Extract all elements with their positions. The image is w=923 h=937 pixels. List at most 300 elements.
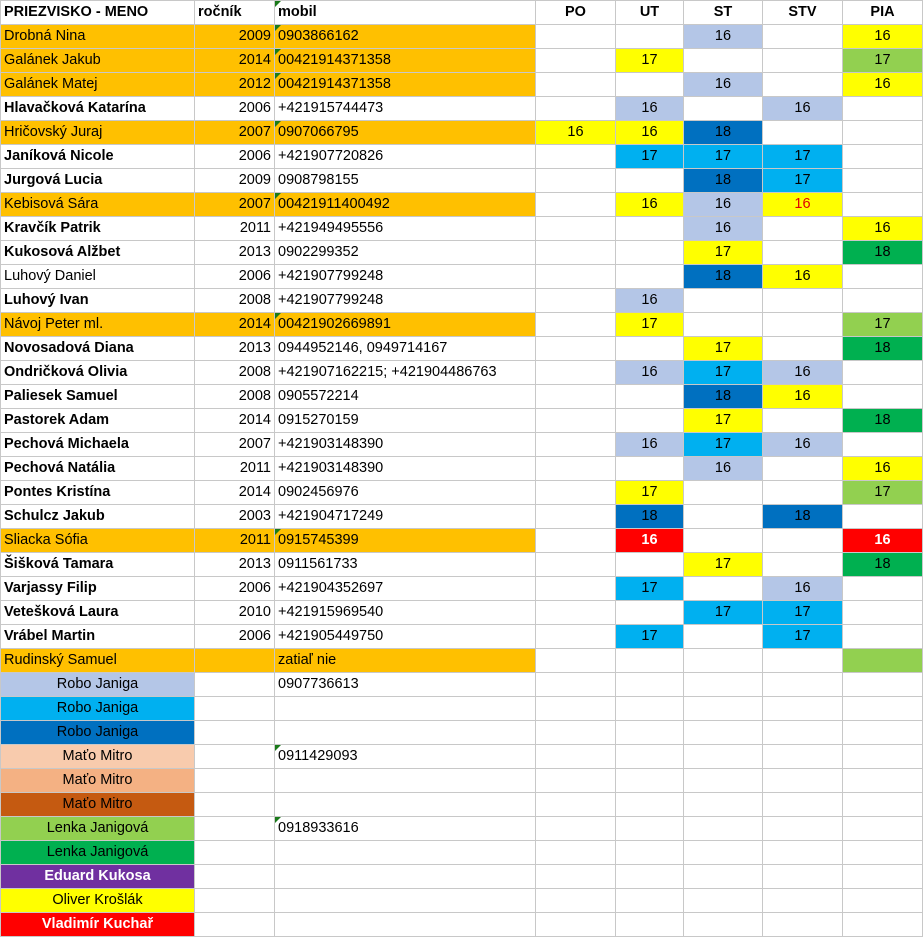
header-year[interactable]: ročník (195, 1, 275, 25)
day-cell[interactable] (616, 769, 684, 793)
day-cell[interactable] (616, 673, 684, 697)
year-cell[interactable]: 2011 (195, 457, 275, 481)
day-cell[interactable] (616, 457, 684, 481)
day-cell[interactable] (763, 553, 843, 577)
day-cell[interactable] (616, 649, 684, 673)
year-cell[interactable] (195, 721, 275, 745)
day-cell[interactable]: 16 (616, 361, 684, 385)
day-cell[interactable]: 16 (684, 457, 763, 481)
day-cell[interactable] (684, 889, 763, 913)
day-cell[interactable] (536, 289, 616, 313)
year-cell[interactable] (195, 889, 275, 913)
year-cell[interactable] (195, 913, 275, 937)
day-cell[interactable] (536, 913, 616, 937)
phone-cell[interactable]: 00421914371358 (275, 49, 536, 73)
day-cell[interactable]: 17 (684, 601, 763, 625)
student-name-cell[interactable]: Varjassy Filip (1, 577, 195, 601)
student-name-cell[interactable]: Rudinský Samuel (1, 649, 195, 673)
day-cell[interactable] (763, 49, 843, 73)
day-cell[interactable] (763, 649, 843, 673)
student-name-cell[interactable]: Luhový Ivan (1, 289, 195, 313)
day-cell[interactable] (684, 865, 763, 889)
day-cell[interactable] (763, 769, 843, 793)
day-cell[interactable] (843, 649, 923, 673)
day-cell[interactable]: 16 (843, 25, 923, 49)
phone-cell[interactable]: 0915745399 (275, 529, 536, 553)
day-cell[interactable] (536, 409, 616, 433)
day-cell[interactable]: 17 (763, 169, 843, 193)
day-cell[interactable] (684, 49, 763, 73)
student-name-cell[interactable]: Jurgová Lucia (1, 169, 195, 193)
day-cell[interactable] (684, 913, 763, 937)
day-cell[interactable] (763, 337, 843, 361)
day-cell[interactable]: 17 (616, 481, 684, 505)
coach-phone-cell[interactable]: 0918933616 (275, 817, 536, 841)
student-name-cell[interactable]: Kravčík Patrik (1, 217, 195, 241)
day-cell[interactable]: 16 (843, 73, 923, 97)
day-cell[interactable]: 17 (763, 601, 843, 625)
day-cell[interactable] (536, 265, 616, 289)
day-cell[interactable] (616, 217, 684, 241)
day-cell[interactable] (763, 529, 843, 553)
day-cell[interactable] (763, 481, 843, 505)
day-cell[interactable]: 16 (536, 121, 616, 145)
day-cell[interactable] (684, 481, 763, 505)
day-cell[interactable] (843, 433, 923, 457)
phone-cell[interactable]: +421903148390 (275, 433, 536, 457)
header-day-st[interactable]: ST (684, 1, 763, 25)
coach-phone-cell[interactable] (275, 721, 536, 745)
phone-cell[interactable]: +421903148390 (275, 457, 536, 481)
year-cell[interactable] (195, 841, 275, 865)
day-cell[interactable]: 16 (763, 433, 843, 457)
day-cell[interactable] (763, 841, 843, 865)
student-name-cell[interactable]: Sliacka Sófia (1, 529, 195, 553)
day-cell[interactable] (684, 697, 763, 721)
day-cell[interactable] (843, 385, 923, 409)
day-cell[interactable] (843, 577, 923, 601)
day-cell[interactable]: 16 (763, 97, 843, 121)
day-cell[interactable] (616, 337, 684, 361)
phone-cell[interactable]: 0902456976 (275, 481, 536, 505)
year-cell[interactable] (195, 793, 275, 817)
day-cell[interactable] (536, 697, 616, 721)
phone-cell[interactable]: +421907799248 (275, 289, 536, 313)
year-cell[interactable]: 2009 (195, 25, 275, 49)
day-cell[interactable] (843, 769, 923, 793)
day-cell[interactable]: 16 (616, 529, 684, 553)
day-cell[interactable]: 18 (763, 505, 843, 529)
day-cell[interactable]: 17 (763, 145, 843, 169)
day-cell[interactable]: 16 (684, 73, 763, 97)
phone-cell[interactable]: 0908798155 (275, 169, 536, 193)
year-cell[interactable]: 2009 (195, 169, 275, 193)
day-cell[interactable] (843, 913, 923, 937)
year-cell[interactable] (195, 769, 275, 793)
day-cell[interactable] (843, 721, 923, 745)
day-cell[interactable] (616, 169, 684, 193)
year-cell[interactable] (195, 673, 275, 697)
header-day-stv[interactable]: STV (763, 1, 843, 25)
day-cell[interactable] (763, 817, 843, 841)
coach-name-cell[interactable]: Oliver Krošlák (1, 889, 195, 913)
student-name-cell[interactable]: Paliesek Samuel (1, 385, 195, 409)
day-cell[interactable]: 16 (616, 121, 684, 145)
day-cell[interactable] (536, 769, 616, 793)
day-cell[interactable]: 16 (763, 385, 843, 409)
day-cell[interactable] (536, 145, 616, 169)
phone-cell[interactable]: 0907066795 (275, 121, 536, 145)
day-cell[interactable]: 17 (684, 241, 763, 265)
day-cell[interactable] (684, 289, 763, 313)
phone-cell[interactable]: +421915969540 (275, 601, 536, 625)
student-name-cell[interactable]: Pastorek Adam (1, 409, 195, 433)
day-cell[interactable] (763, 673, 843, 697)
student-name-cell[interactable]: Vrábel Martin (1, 625, 195, 649)
student-name-cell[interactable]: Schulcz Jakub (1, 505, 195, 529)
day-cell[interactable] (616, 817, 684, 841)
day-cell[interactable] (536, 25, 616, 49)
coach-name-cell[interactable]: Maťo Mitro (1, 769, 195, 793)
day-cell[interactable] (616, 25, 684, 49)
coach-phone-cell[interactable]: 0911429093 (275, 745, 536, 769)
year-cell[interactable]: 2014 (195, 313, 275, 337)
day-cell[interactable] (843, 841, 923, 865)
day-cell[interactable]: 17 (684, 361, 763, 385)
day-cell[interactable] (536, 337, 616, 361)
year-cell[interactable]: 2013 (195, 241, 275, 265)
year-cell[interactable]: 2007 (195, 193, 275, 217)
day-cell[interactable] (536, 217, 616, 241)
day-cell[interactable] (763, 721, 843, 745)
day-cell[interactable] (684, 505, 763, 529)
day-cell[interactable]: 17 (616, 625, 684, 649)
day-cell[interactable] (536, 721, 616, 745)
day-cell[interactable] (763, 313, 843, 337)
year-cell[interactable]: 2006 (195, 265, 275, 289)
day-cell[interactable] (616, 409, 684, 433)
day-cell[interactable] (536, 553, 616, 577)
phone-cell[interactable]: zatiaľ nie (275, 649, 536, 673)
year-cell[interactable] (195, 649, 275, 673)
phone-cell[interactable]: 00421902669891 (275, 313, 536, 337)
day-cell[interactable] (843, 865, 923, 889)
student-name-cell[interactable]: Luhový Daniel (1, 265, 195, 289)
day-cell[interactable] (616, 73, 684, 97)
day-cell[interactable] (763, 889, 843, 913)
day-cell[interactable]: 16 (843, 529, 923, 553)
day-cell[interactable] (616, 913, 684, 937)
day-cell[interactable] (843, 169, 923, 193)
header-day-ut[interactable]: UT (616, 1, 684, 25)
day-cell[interactable] (536, 73, 616, 97)
day-cell[interactable] (843, 121, 923, 145)
day-cell[interactable]: 17 (616, 145, 684, 169)
student-name-cell[interactable]: Galánek Matej (1, 73, 195, 97)
day-cell[interactable]: 18 (684, 169, 763, 193)
phone-cell[interactable]: 0915270159 (275, 409, 536, 433)
phone-cell[interactable]: +421907162215; +421904486763 (275, 361, 536, 385)
header-day-pia[interactable]: PIA (843, 1, 923, 25)
coach-phone-cell[interactable] (275, 793, 536, 817)
coach-name-cell[interactable]: Eduard Kukosa (1, 865, 195, 889)
coach-name-cell[interactable]: Robo Janiga (1, 697, 195, 721)
day-cell[interactable]: 18 (843, 241, 923, 265)
day-cell[interactable] (763, 745, 843, 769)
day-cell[interactable]: 17 (616, 313, 684, 337)
day-cell[interactable] (763, 121, 843, 145)
phone-cell[interactable]: +421904352697 (275, 577, 536, 601)
day-cell[interactable] (684, 793, 763, 817)
year-cell[interactable]: 2003 (195, 505, 275, 529)
phone-cell[interactable]: 0905572214 (275, 385, 536, 409)
day-cell[interactable] (616, 745, 684, 769)
day-cell[interactable]: 16 (616, 433, 684, 457)
day-cell[interactable]: 17 (616, 49, 684, 73)
day-cell[interactable] (536, 817, 616, 841)
student-name-cell[interactable]: Pechová Michaela (1, 433, 195, 457)
day-cell[interactable]: 16 (763, 361, 843, 385)
year-cell[interactable]: 2012 (195, 73, 275, 97)
day-cell[interactable] (763, 241, 843, 265)
day-cell[interactable] (843, 673, 923, 697)
phone-cell[interactable]: +421907799248 (275, 265, 536, 289)
coach-name-cell[interactable]: Lenka Janigová (1, 817, 195, 841)
year-cell[interactable]: 2007 (195, 433, 275, 457)
coach-phone-cell[interactable] (275, 769, 536, 793)
year-cell[interactable]: 2014 (195, 49, 275, 73)
phone-cell[interactable]: +421905449750 (275, 625, 536, 649)
student-name-cell[interactable]: Kebisová Sára (1, 193, 195, 217)
phone-cell[interactable]: 0903866162 (275, 25, 536, 49)
phone-cell[interactable]: +421907720826 (275, 145, 536, 169)
day-cell[interactable] (536, 793, 616, 817)
day-cell[interactable] (843, 97, 923, 121)
day-cell[interactable]: 16 (684, 193, 763, 217)
day-cell[interactable] (536, 505, 616, 529)
day-cell[interactable]: 17 (843, 313, 923, 337)
year-cell[interactable] (195, 865, 275, 889)
year-cell[interactable]: 2006 (195, 145, 275, 169)
day-cell[interactable]: 16 (616, 289, 684, 313)
day-cell[interactable]: 17 (843, 49, 923, 73)
day-cell[interactable]: 17 (684, 433, 763, 457)
day-cell[interactable]: 17 (684, 553, 763, 577)
day-cell[interactable] (536, 625, 616, 649)
phone-cell[interactable]: 00421911400492 (275, 193, 536, 217)
header-name[interactable]: PRIEZVISKO - MENO (1, 1, 195, 25)
day-cell[interactable] (843, 793, 923, 817)
day-cell[interactable] (684, 817, 763, 841)
day-cell[interactable]: 18 (843, 337, 923, 361)
day-cell[interactable] (763, 217, 843, 241)
day-cell[interactable]: 16 (684, 217, 763, 241)
day-cell[interactable]: 16 (684, 25, 763, 49)
day-cell[interactable] (843, 265, 923, 289)
year-cell[interactable]: 2014 (195, 409, 275, 433)
day-cell[interactable] (843, 505, 923, 529)
year-cell[interactable]: 2008 (195, 361, 275, 385)
coach-phone-cell[interactable] (275, 841, 536, 865)
year-cell[interactable]: 2006 (195, 577, 275, 601)
day-cell[interactable] (616, 697, 684, 721)
student-name-cell[interactable]: Hričovský Juraj (1, 121, 195, 145)
student-name-cell[interactable]: Pechová Natália (1, 457, 195, 481)
coach-name-cell[interactable]: Robo Janiga (1, 721, 195, 745)
day-cell[interactable] (763, 289, 843, 313)
day-cell[interactable] (536, 385, 616, 409)
day-cell[interactable] (684, 625, 763, 649)
year-cell[interactable]: 2013 (195, 337, 275, 361)
year-cell[interactable]: 2008 (195, 289, 275, 313)
year-cell[interactable] (195, 745, 275, 769)
day-cell[interactable] (684, 649, 763, 673)
year-cell[interactable]: 2014 (195, 481, 275, 505)
phone-cell[interactable]: 00421914371358 (275, 73, 536, 97)
day-cell[interactable] (684, 673, 763, 697)
day-cell[interactable] (843, 601, 923, 625)
student-name-cell[interactable]: Galánek Jakub (1, 49, 195, 73)
day-cell[interactable] (536, 577, 616, 601)
day-cell[interactable] (536, 745, 616, 769)
year-cell[interactable]: 2010 (195, 601, 275, 625)
day-cell[interactable] (616, 241, 684, 265)
year-cell[interactable]: 2008 (195, 385, 275, 409)
year-cell[interactable]: 2011 (195, 217, 275, 241)
day-cell[interactable] (763, 25, 843, 49)
day-cell[interactable] (684, 745, 763, 769)
phone-cell[interactable]: +421904717249 (275, 505, 536, 529)
day-cell[interactable] (684, 529, 763, 553)
day-cell[interactable] (536, 361, 616, 385)
header-day-po[interactable]: PO (536, 1, 616, 25)
year-cell[interactable]: 2006 (195, 625, 275, 649)
day-cell[interactable] (536, 169, 616, 193)
day-cell[interactable] (684, 721, 763, 745)
student-name-cell[interactable]: Drobná Nina (1, 25, 195, 49)
student-name-cell[interactable]: Návoj Peter ml. (1, 313, 195, 337)
coach-phone-cell[interactable] (275, 889, 536, 913)
day-cell[interactable]: 18 (684, 265, 763, 289)
day-cell[interactable]: 16 (763, 577, 843, 601)
day-cell[interactable]: 16 (763, 265, 843, 289)
day-cell[interactable] (536, 481, 616, 505)
coach-name-cell[interactable]: Maťo Mitro (1, 745, 195, 769)
day-cell[interactable] (616, 385, 684, 409)
day-cell[interactable] (536, 313, 616, 337)
student-name-cell[interactable]: Pontes Kristína (1, 481, 195, 505)
year-cell[interactable]: 2006 (195, 97, 275, 121)
student-name-cell[interactable]: Šišková Tamara (1, 553, 195, 577)
day-cell[interactable]: 18 (684, 121, 763, 145)
day-cell[interactable]: 16 (616, 193, 684, 217)
day-cell[interactable] (763, 913, 843, 937)
day-cell[interactable]: 17 (684, 337, 763, 361)
day-cell[interactable]: 18 (843, 409, 923, 433)
day-cell[interactable] (616, 865, 684, 889)
day-cell[interactable] (684, 97, 763, 121)
day-cell[interactable] (616, 889, 684, 913)
phone-cell[interactable]: 0944952146, 0949714167 (275, 337, 536, 361)
day-cell[interactable] (536, 433, 616, 457)
day-cell[interactable] (843, 625, 923, 649)
day-cell[interactable]: 18 (843, 553, 923, 577)
day-cell[interactable] (763, 73, 843, 97)
day-cell[interactable] (536, 865, 616, 889)
day-cell[interactable] (616, 793, 684, 817)
day-cell[interactable] (536, 241, 616, 265)
coach-name-cell[interactable]: Lenka Janigová (1, 841, 195, 865)
day-cell[interactable] (616, 553, 684, 577)
day-cell[interactable] (536, 673, 616, 697)
day-cell[interactable] (684, 313, 763, 337)
coach-phone-cell[interactable] (275, 865, 536, 889)
day-cell[interactable]: 17 (843, 481, 923, 505)
day-cell[interactable]: 18 (616, 505, 684, 529)
day-cell[interactable] (763, 793, 843, 817)
day-cell[interactable] (843, 193, 923, 217)
coach-phone-cell[interactable]: 0907736613 (275, 673, 536, 697)
year-cell[interactable]: 2011 (195, 529, 275, 553)
student-name-cell[interactable]: Kukosová Alžbet (1, 241, 195, 265)
day-cell[interactable] (536, 193, 616, 217)
day-cell[interactable] (684, 841, 763, 865)
student-name-cell[interactable]: Hlavačková Katarína (1, 97, 195, 121)
student-name-cell[interactable]: Vetešková Laura (1, 601, 195, 625)
day-cell[interactable]: 17 (616, 577, 684, 601)
day-cell[interactable] (843, 289, 923, 313)
year-cell[interactable]: 2013 (195, 553, 275, 577)
coach-phone-cell[interactable] (275, 697, 536, 721)
day-cell[interactable] (536, 841, 616, 865)
day-cell[interactable] (536, 529, 616, 553)
day-cell[interactable] (763, 697, 843, 721)
day-cell[interactable] (843, 697, 923, 721)
year-cell[interactable]: 2007 (195, 121, 275, 145)
student-name-cell[interactable]: Ondričková Olivia (1, 361, 195, 385)
day-cell[interactable] (684, 769, 763, 793)
day-cell[interactable]: 18 (684, 385, 763, 409)
day-cell[interactable] (843, 145, 923, 169)
day-cell[interactable]: 16 (843, 457, 923, 481)
coach-name-cell[interactable]: Vladimír Kuchař (1, 913, 195, 937)
day-cell[interactable]: 16 (763, 193, 843, 217)
day-cell[interactable]: 16 (843, 217, 923, 241)
day-cell[interactable] (536, 457, 616, 481)
day-cell[interactable] (616, 265, 684, 289)
day-cell[interactable] (843, 817, 923, 841)
day-cell[interactable] (536, 97, 616, 121)
day-cell[interactable] (616, 601, 684, 625)
day-cell[interactable]: 17 (684, 409, 763, 433)
day-cell[interactable]: 17 (684, 145, 763, 169)
day-cell[interactable] (843, 361, 923, 385)
phone-cell[interactable]: 0911561733 (275, 553, 536, 577)
coach-phone-cell[interactable] (275, 913, 536, 937)
coach-name-cell[interactable]: Robo Janiga (1, 673, 195, 697)
day-cell[interactable] (536, 49, 616, 73)
phone-cell[interactable]: 0902299352 (275, 241, 536, 265)
year-cell[interactable] (195, 817, 275, 841)
day-cell[interactable] (763, 865, 843, 889)
day-cell[interactable]: 17 (763, 625, 843, 649)
day-cell[interactable] (684, 577, 763, 601)
day-cell[interactable] (536, 889, 616, 913)
student-name-cell[interactable]: Janíková Nicole (1, 145, 195, 169)
day-cell[interactable] (763, 409, 843, 433)
day-cell[interactable] (763, 457, 843, 481)
day-cell[interactable] (843, 889, 923, 913)
